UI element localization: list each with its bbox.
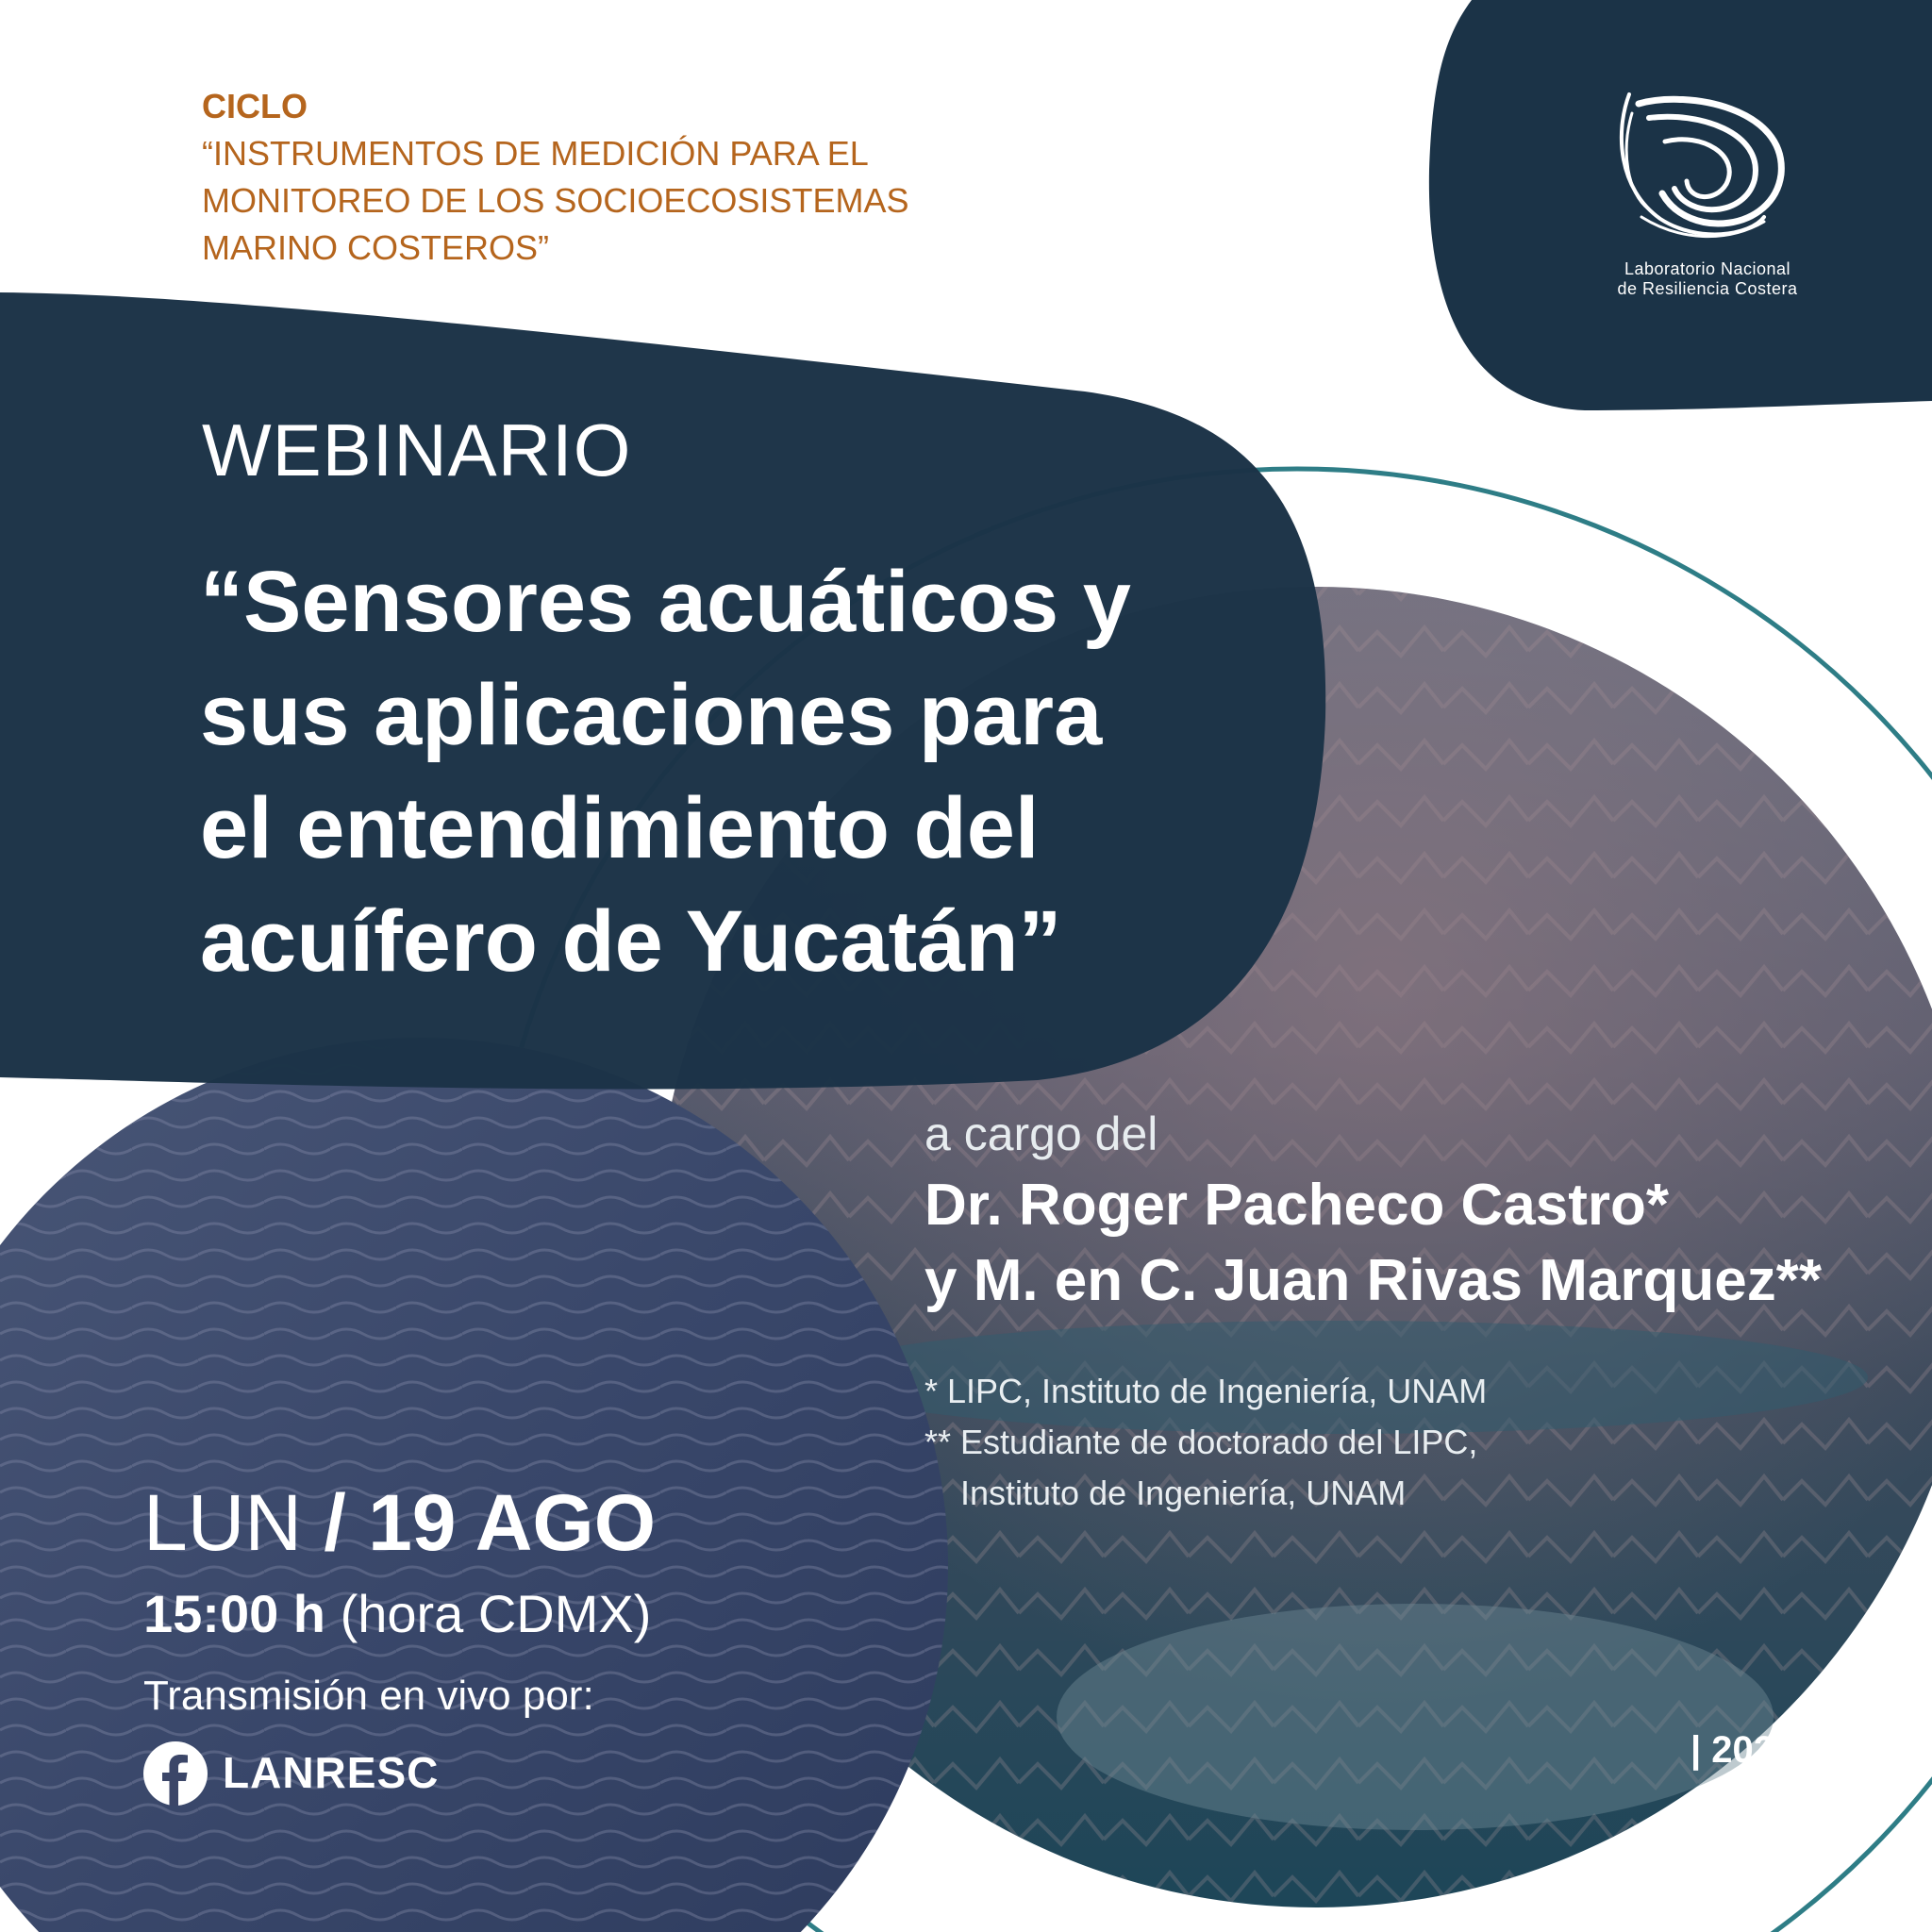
event-time-note: (hora CDMX) bbox=[340, 1584, 652, 1643]
series-header bbox=[202, 83, 908, 272]
title-line: sus aplicaciones para bbox=[200, 667, 1103, 763]
affiliations bbox=[924, 1366, 1487, 1519]
speakers-intro: a cargo del bbox=[924, 1108, 1158, 1160]
speaker-name-line: Dr. Roger Pacheco Castro* bbox=[924, 1173, 1670, 1238]
stream-channel-link[interactable]: LANRESC bbox=[223, 1748, 440, 1797]
series-title-line: “INSTRUMENTOS DE MEDICIÓN PARA EL bbox=[202, 134, 869, 173]
series-title-line: MARINO COSTEROS” bbox=[202, 228, 550, 267]
series-title-line: MONITOREO DE LOS SOCIOECOSISTEMAS bbox=[202, 181, 909, 220]
logo-caption bbox=[1547, 259, 1868, 299]
event-time bbox=[143, 1583, 651, 1644]
facebook-icon[interactable] bbox=[142, 1740, 209, 1807]
series-label: CICLO bbox=[202, 87, 308, 125]
affiliation-line: ** Estudiante de doctorado del LIPC, bbox=[924, 1423, 1478, 1461]
event-type-label: WEBINARIO bbox=[202, 408, 632, 491]
webinar-title bbox=[200, 545, 1285, 998]
event-date-value: / 19 AGO bbox=[324, 1478, 657, 1567]
logo-caption-line: de Resiliencia Costera bbox=[1617, 279, 1798, 298]
event-year: | 2024 bbox=[1690, 1729, 1796, 1771]
affiliation-line: * LIPC, Instituto de Ingeniería, UNAM bbox=[924, 1372, 1488, 1410]
title-line: “Sensores acuáticos y bbox=[200, 554, 1131, 650]
stream-label: Transmisión en vivo por: bbox=[143, 1673, 594, 1719]
title-line: acuífero de Yucatán” bbox=[200, 893, 1062, 990]
speaker-name-line: y M. en C. Juan Rivas Marquez** bbox=[924, 1248, 1822, 1313]
event-day: LUN bbox=[143, 1478, 303, 1567]
speakers-names bbox=[924, 1168, 1822, 1319]
title-line: el entendimiento del bbox=[200, 780, 1040, 876]
affiliation-line: Instituto de Ingeniería, UNAM bbox=[960, 1474, 1407, 1512]
event-date bbox=[143, 1477, 656, 1569]
logo-badge-shape bbox=[1429, 0, 1932, 410]
event-time-value: 15:00 h bbox=[143, 1584, 325, 1643]
logo-caption-line: Laboratorio Nacional bbox=[1624, 259, 1791, 278]
